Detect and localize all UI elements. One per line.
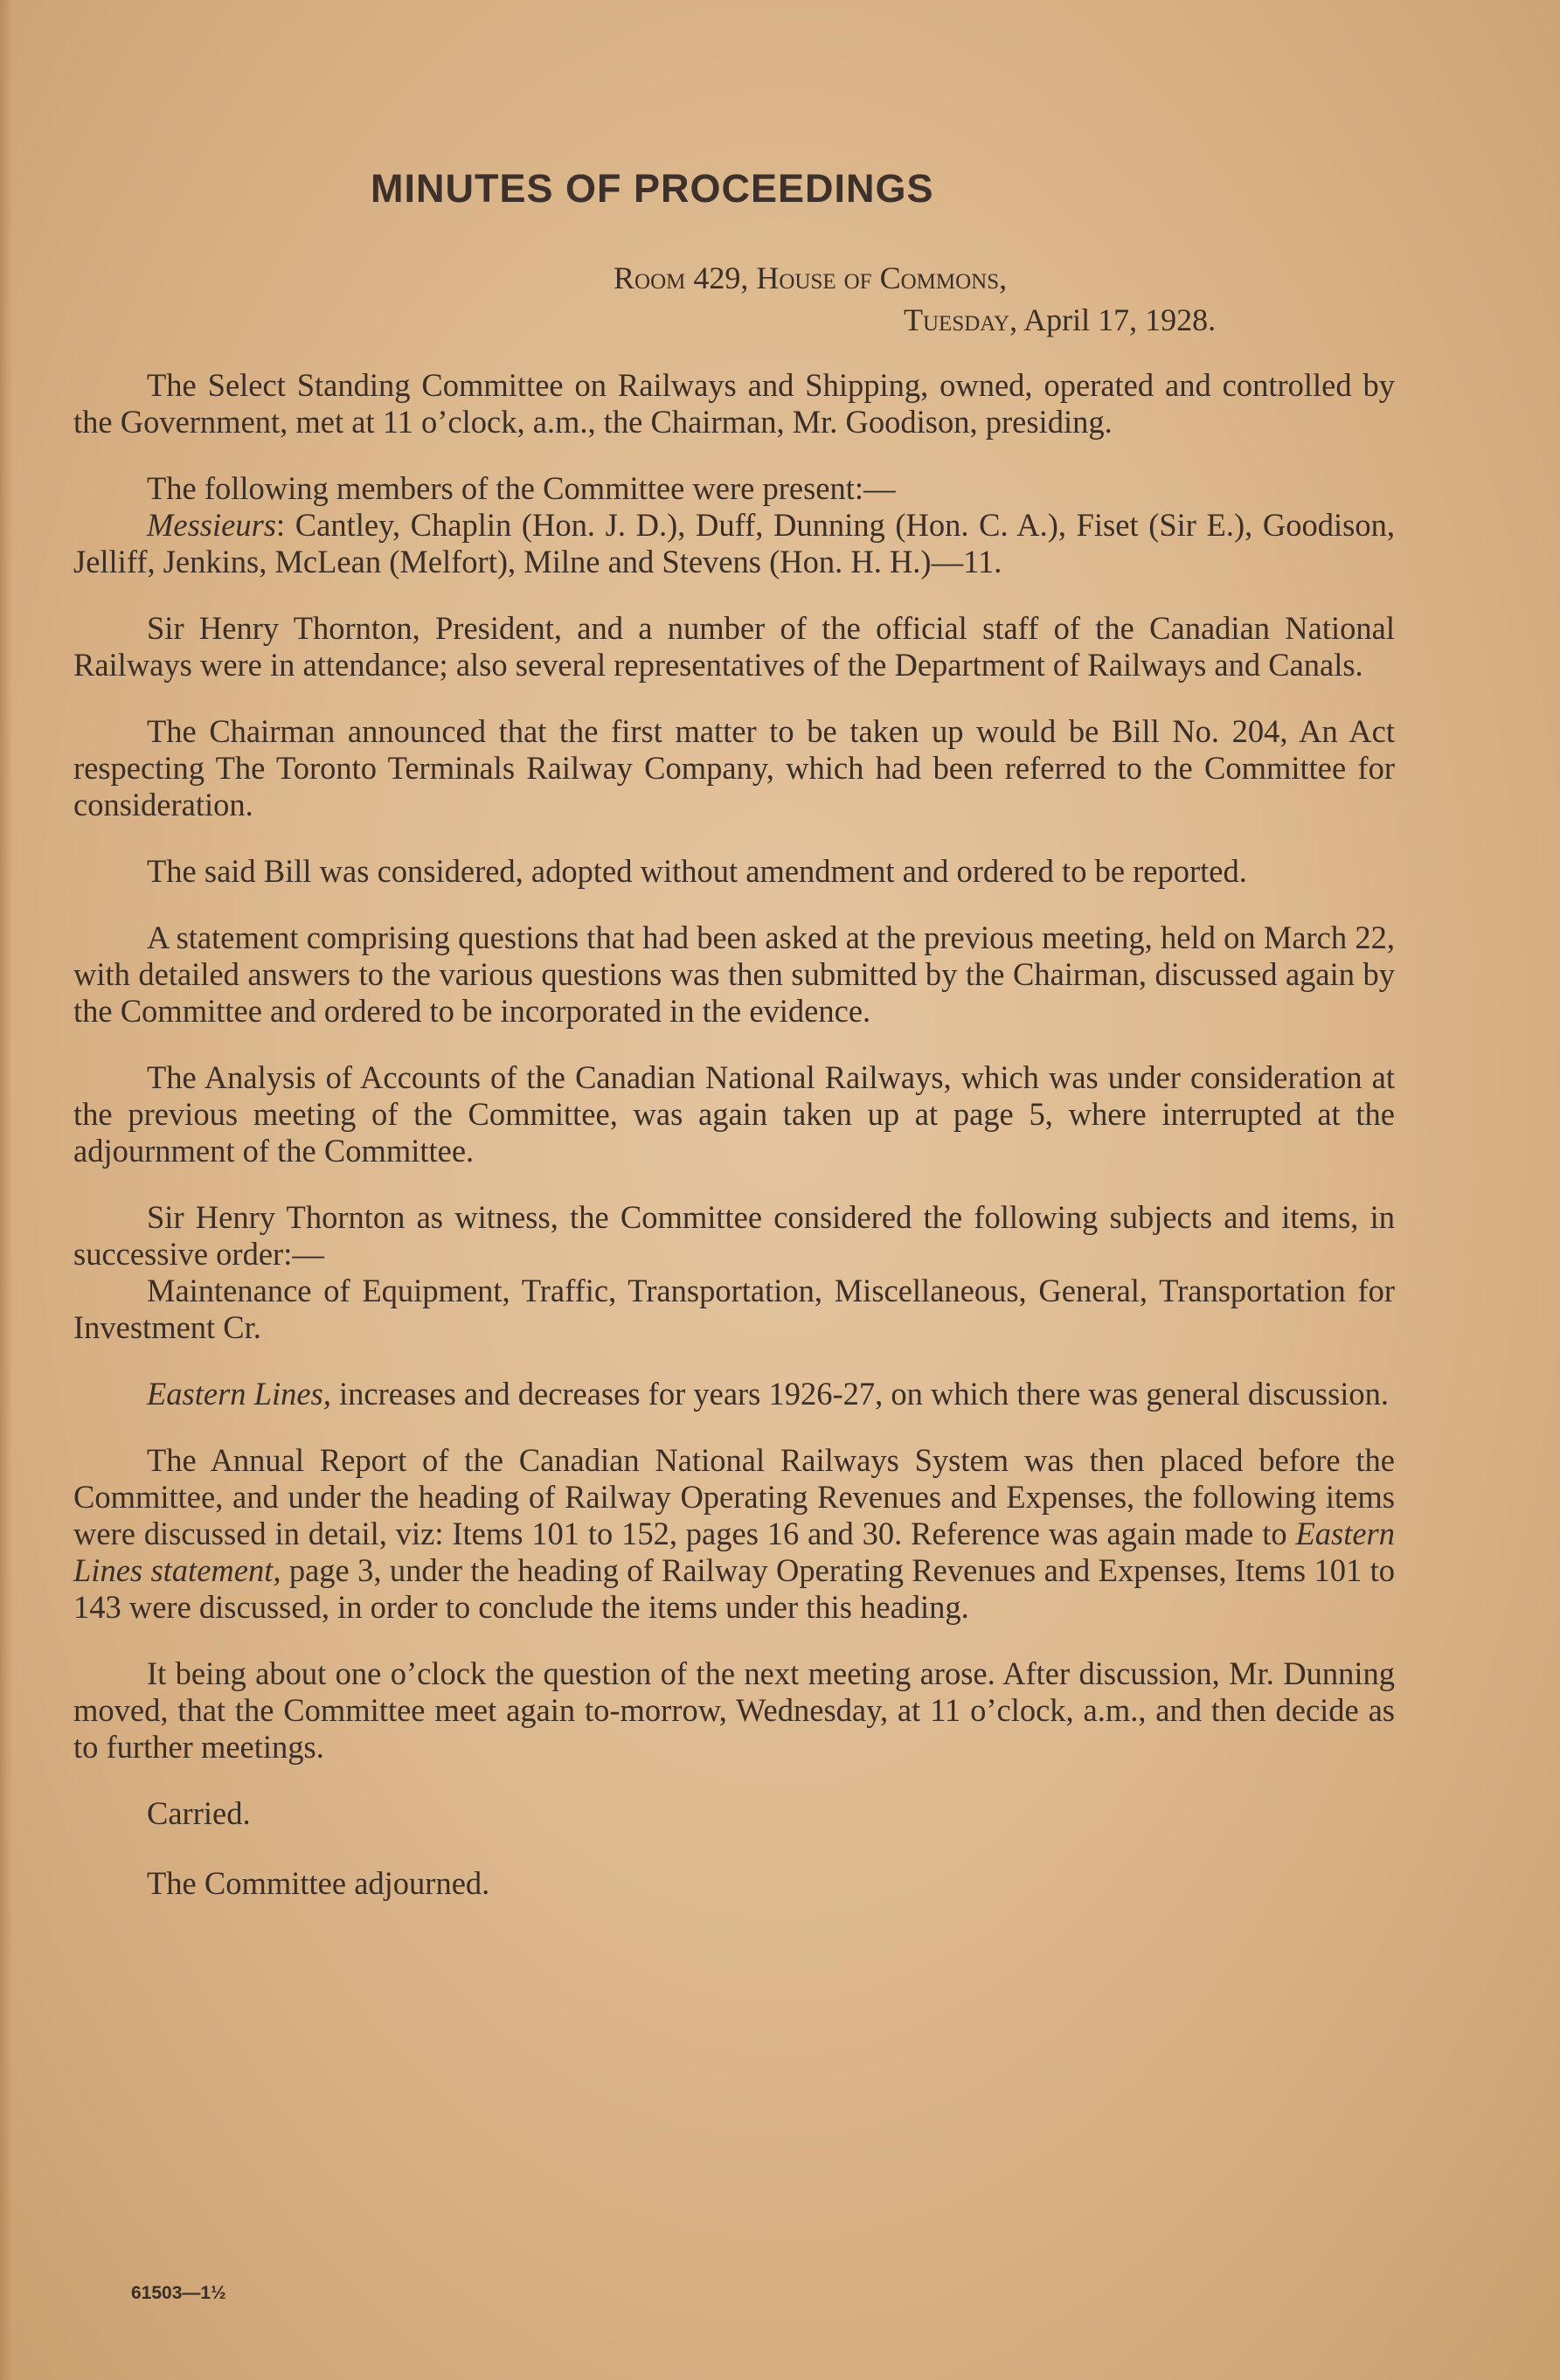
paragraph-eastern-lines [73, 1376, 1395, 1412]
paragraph-witness: Sir Henry Thornton as witness, the Committee considered the following subjects and items, in successive order:— [73, 1199, 1395, 1272]
paragraph-members-intro: The following members of the Committee were present:— [147, 470, 896, 506]
eastern-lines-lead: Eastern Lines, [147, 1376, 331, 1412]
paragraph-analysis-of-accounts: The Analysis of Accounts of the Canadian National Railways, which was under consideration at the previous meeting of the Committee, was again taken up at page 5, where interrupted at the adjournment of the Committee. [73, 1059, 1395, 1169]
members-names: : Cantley, Chaplin (Hon. J. D.), Duff, Dunning (Hon. C. A.), Fiset (Sir E.), Goodison, Jelliff, Jenkins, McLean (Melfort), Milne and Stevens (Hon. H. H.)—11. [73, 507, 1395, 579]
meeting-date-text: April 17, 1928. [1017, 302, 1217, 337]
members-lead: Messieurs [147, 507, 277, 543]
meeting-weekday: Tuesday, [904, 302, 1018, 337]
document-page [73, 0, 1415, 2380]
paragraph-adjourned: The Committee adjourned. [147, 1865, 490, 1901]
paragraph-attendance: Sir Henry Thornton, President, and a number of the official staff of the Canadian National Railways were in attendance; also several representatives of the Department of Railways and Canals. [73, 610, 1395, 683]
annual-report-text-a: The Annual Report of the Canadian National Railways System was then placed before the Committee, and under the heading of Railway Operating Revenues and Expenses, the following items were discussed in detail, viz: Items 101 to 152, pages 16 and 30. Reference was again made to [73, 1442, 1395, 1551]
page-edge-shading [0, 0, 12, 2380]
eastern-lines-text: increases and decreases for years 1926-27, on which there was general discussion. [330, 1376, 1390, 1412]
paragraph-bill-announcement: The Chairman announced that the first matter to be taken up would be Bill No. 204, An Act respecting The Toronto Terminals Railway Company, which had been referred to the Committee for consideration. [73, 713, 1395, 822]
document-title: MINUTES OF PROCEEDINGS [371, 166, 934, 211]
paragraph-statement-submitted: A statement comprising questions that had been asked at the previous meeting, held on March 22, with detailed answers to the various questions was then submitted by the Chairman, discussed again by the Committee and ordered to be incorporated in the evidence. [73, 919, 1395, 1029]
paragraph-annual-report [73, 1442, 1395, 1626]
annual-report-italic: Eastern Lines statement, [73, 1516, 1395, 1588]
meeting-location: Room 429, House of Commons, [614, 260, 1008, 295]
minutes-body [73, 367, 1395, 1932]
meeting-date [904, 299, 1216, 341]
paragraph-members-list [73, 507, 1395, 580]
paragraph-next-meeting: It being about one o’clock the question of the next meeting arose. After discussion, Mr. Dunning moved, that the Committee meet again to-morrow, Wednesday, at 11 o’clock, a.m., and then decide as to further meetings. [73, 1655, 1395, 1765]
paragraph-meeting-opened: The Select Standing Committee on Railways and Shipping, owned, operated and controlled by the Government, met at 11 o’clock, a.m., the Chairman, Mr. Goodison, presiding. [73, 367, 1395, 440]
paragraph-subjects-list: Maintenance of Equipment, Traffic, Transportation, Miscellaneous, General, Transportation for Investment Cr. [73, 1273, 1395, 1345]
printer-code: 61503—1½ [131, 2283, 226, 2303]
paragraph-carried: Carried. [147, 1795, 251, 1831]
annual-report-text-b: page 3, under the heading of Railway Operating Revenues and Expenses, Items 101 to 143 were discussed, in order to conclude the items under this heading. [73, 1552, 1395, 1625]
paragraph-bill-adopted: The said Bill was considered, adopted without amendment and ordered to be reported. [147, 853, 1247, 889]
